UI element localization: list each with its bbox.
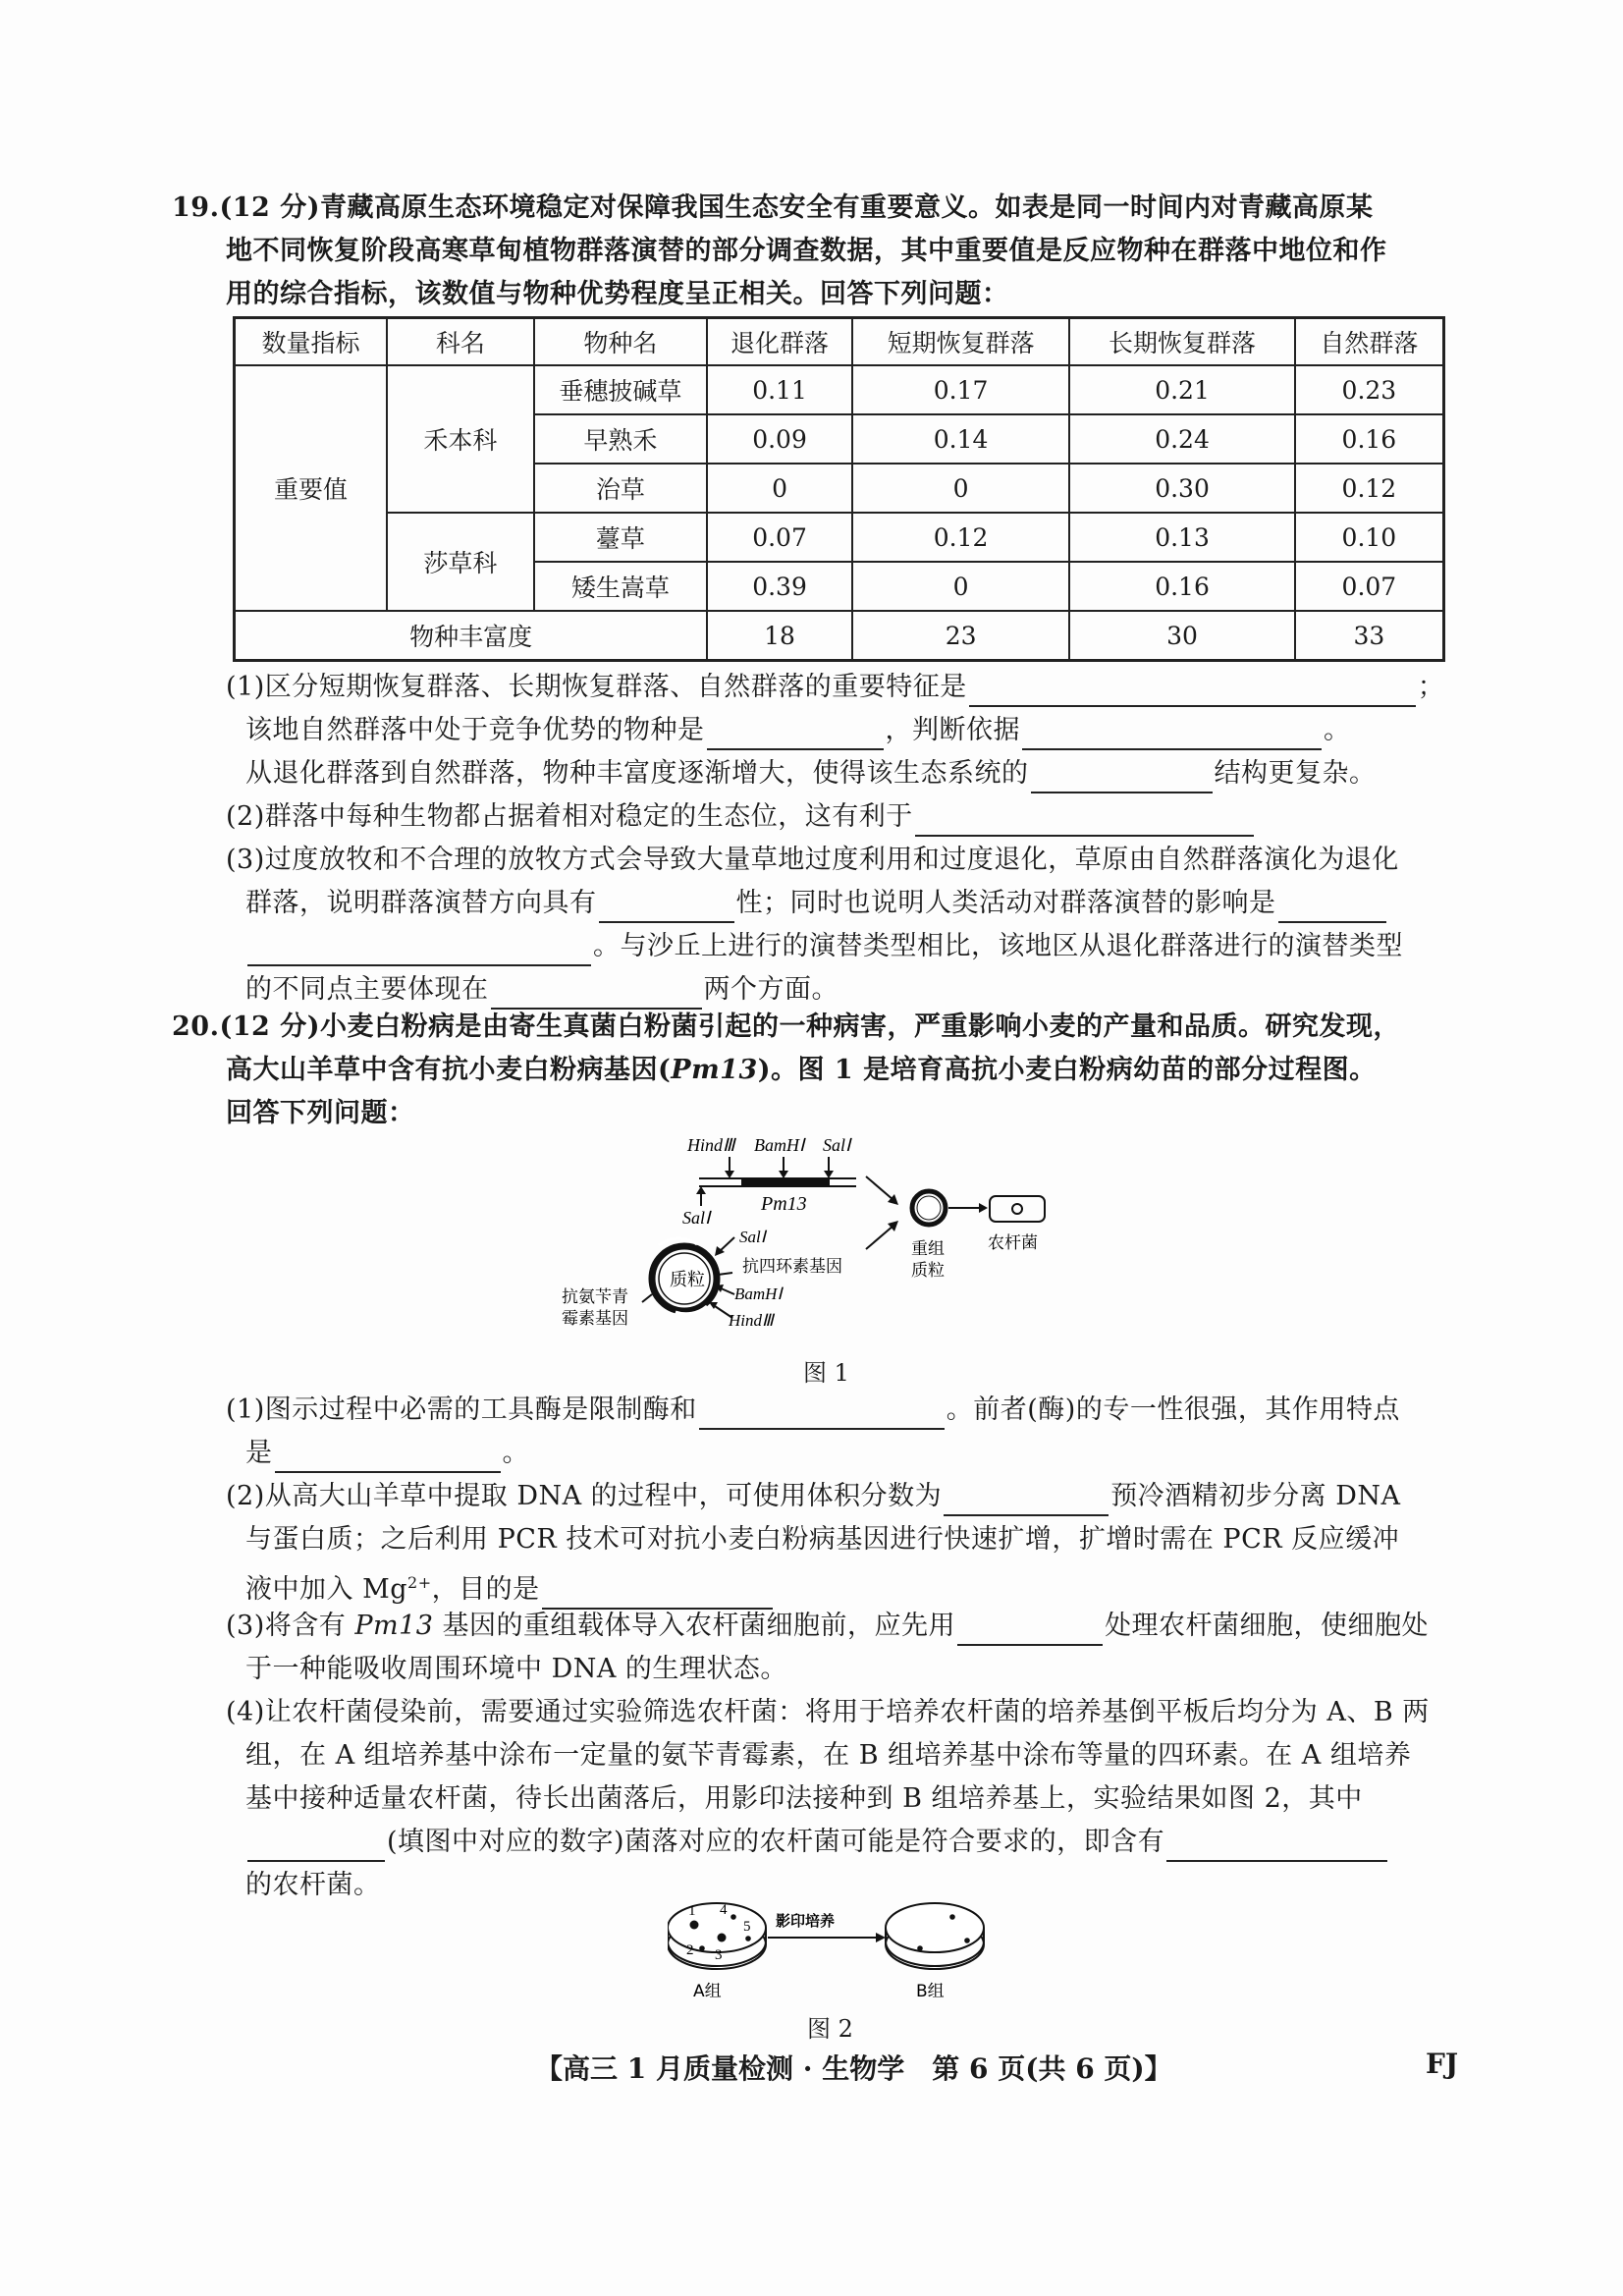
header-degraded: 退化群落 (707, 318, 852, 366)
sali-site-arrow (824, 1157, 834, 1178)
dna-site-label: BamHⅠ (754, 1135, 805, 1155)
plasmid-site-label: BamHⅠ (734, 1285, 783, 1303)
header-short-term: 短期恢复群落 (852, 318, 1069, 366)
table-cell: 0 (852, 464, 1069, 513)
importance-label: 重要值 (235, 365, 388, 611)
answer-blank[interactable] (915, 807, 1254, 837)
colony-number: 5 (743, 1919, 751, 1935)
arrow-dna-to-recombinant (866, 1176, 898, 1205)
figure2-caption: 图 2 (807, 2015, 853, 2043)
answer-blank[interactable] (275, 1444, 501, 1473)
q19-sub2: (2)群落中每种生物都占据着相对稳定的生态位，这有利于 (226, 797, 1256, 837)
arrow-plasmid-to-recombinant (866, 1221, 898, 1249)
table-row (235, 513, 1444, 562)
table-header-row (235, 318, 1444, 366)
answer-blank[interactable] (1166, 1832, 1387, 1862)
answer-blank[interactable] (1022, 721, 1322, 750)
table-cell: 0.10 (1295, 513, 1444, 562)
colony-1 (690, 1921, 699, 1930)
q20-sub2-line1: (2)从高大山羊草中提取 DNA 的过程中，可使用体积分数为 预冷酒精初步分离 DNA (226, 1477, 1401, 1516)
table-cell: 0.07 (1295, 562, 1444, 611)
plate-b-label: B组 (916, 1982, 945, 2001)
q20-sub2-line3: 液中加入 $Mg^{2+}$，目的是 (245, 1563, 775, 1610)
answer-blank[interactable] (699, 1400, 945, 1430)
q20-sub4-line4: (填图中对应的数字)菌落对应的农杆菌可能是符合要求的，即含有 (245, 1823, 1389, 1862)
q20-sub4-line2: 组，在 A 组培养基中涂布一定量的氨苄青霉素，在 B 组培养基中涂布等量的四环素。在 A 组培养 (245, 1740, 1412, 1771)
agrobacterium-icon (990, 1196, 1045, 1222)
q19-number: 19. (172, 192, 220, 223)
plate-b-icon (886, 1903, 984, 1969)
bamhi-site-arrow (779, 1157, 788, 1178)
table-cell: 0.09 (707, 414, 852, 464)
header-family: 科名 (387, 318, 534, 366)
answer-blank[interactable] (1278, 894, 1386, 923)
gene-label: Pm13 (761, 1193, 807, 1215)
table-cell: 0 (852, 562, 1069, 611)
colony-number: 3 (715, 1947, 723, 1963)
colony-number: 1 (688, 1903, 696, 1919)
table-cell: 0.12 (1295, 464, 1444, 513)
replica-label: 影印培养 (776, 1912, 836, 1930)
figure2-diagram (668, 1881, 1001, 2008)
species-name: 矮生嵩草 (534, 562, 708, 611)
table-cell: 0 (707, 464, 852, 513)
richness-row (235, 611, 1444, 661)
dna-site-label: SalⅠ (682, 1208, 711, 1228)
table-cell: 33 (1295, 611, 1444, 661)
answer-blank[interactable] (491, 980, 702, 1010)
answer-blank[interactable] (542, 1580, 773, 1610)
table-cell: 18 (707, 611, 852, 661)
table-cell: 0.30 (1069, 464, 1294, 513)
q19-intro-line1: 19.(12 分)青藏高原生态环境稳定对保障我国生态安全有重要意义。如表是同一时间内对青藏高原某 (172, 192, 1374, 223)
vegetation-table (233, 316, 1445, 662)
q19-sub3-line1: (3)过度放牧和不合理的放牧方式会导致大量草地过度利用和过度退化，草原由自然群落演化为退化 (226, 845, 1399, 875)
plasmid-label: 质粒 (670, 1270, 705, 1290)
q19-points: (12 分) (219, 192, 321, 223)
q20-sub4-line5: 的农杆菌。 (245, 1870, 381, 1900)
richness-label: 物种丰富度 (235, 611, 708, 661)
sali-bottom-arrow (696, 1186, 706, 1206)
figure1-caption: 图 1 (803, 1359, 849, 1387)
header-natural: 自然群落 (1295, 318, 1444, 366)
q20-sub4-line1: (4)让农杆菌侵染前，需要通过实验筛选农杆菌：将用于培养农杆菌的培养基倒平板后均分为 A、B 两 (226, 1697, 1430, 1727)
table-cell: 23 (852, 611, 1069, 661)
plate-a-label: A组 (693, 1982, 722, 2001)
recombinant-label-line1: 重组 (911, 1239, 945, 1259)
answer-blank[interactable] (599, 894, 734, 923)
q20-points: (12 分) (219, 1011, 321, 1042)
dna-fragment (699, 1177, 856, 1187)
species-name: 治草 (534, 464, 708, 513)
table-row (235, 365, 1444, 414)
table-cell: 0.16 (1069, 562, 1294, 611)
amp-gene-label-line1: 抗氨苄青 (562, 1287, 628, 1307)
plasmid-site-label: HindⅢ (729, 1311, 774, 1330)
table-cell: 0.24 (1069, 414, 1294, 464)
answer-blank[interactable] (969, 678, 1416, 707)
table-cell: 0.13 (1069, 513, 1294, 562)
q20-intro-line2: 高大山羊草中含有抗小麦白粉病基因(Pm13)。图 1 是培育高抗小麦白粉病幼苗的部分过程图。 (226, 1055, 1377, 1085)
q20-intro-line1: 20.(12 分)小麦白粉病是由寄生真菌白粉菌引起的一种病害，严重影响小麦的产量和品质。研究发现， (172, 1011, 1401, 1042)
q20-sub4-line3: 基中接种适量农杆菌，待长出菌落后，用影印法接种到 B 组培养基上，实验结果如图 2，其中 (245, 1783, 1363, 1814)
colony-4 (730, 1914, 736, 1920)
header-long-term: 长期恢复群落 (1069, 318, 1294, 366)
header-metric: 数量指标 (235, 318, 388, 366)
species-name: 垂穗披碱草 (534, 365, 708, 414)
plasmid-site-label: SalⅠ (739, 1228, 766, 1246)
region-code: FJ (1426, 2048, 1459, 2080)
q20-intro-line3: 回答下列问题： (226, 1098, 415, 1128)
q19-sub1-line2: 该地自然群落中处于竞争优势的物种是 ，判断依据 。 (245, 711, 1351, 750)
q19-sub3-line2: 群落，说明群落演替方向具有 性；同时也说明人类活动对群落演替的影响是 (245, 884, 1388, 923)
table-cell: 0.07 (707, 513, 852, 562)
species-name: 早熟禾 (534, 414, 708, 464)
q19-intro-line3: 用的综合指标，该数值与物种优势程度呈正相关。回答下列问题： (226, 279, 1009, 309)
figure1-diagram (560, 1129, 1129, 1355)
colony (917, 1945, 923, 1951)
colony-number: 2 (686, 1942, 694, 1958)
dna-site-label: SalⅠ (823, 1135, 851, 1155)
agrobacterium-label: 农杆菌 (988, 1233, 1038, 1253)
colony-2 (699, 1945, 705, 1951)
answer-blank[interactable] (707, 721, 884, 750)
q20-sub1-line1: (1)图示过程中必需的工具酶是限制酶和 。前者(酶)的专一性很强，其作用特点 (226, 1391, 1400, 1430)
header-species: 物种名 (534, 318, 708, 366)
plasmid-sali-arrow (715, 1237, 734, 1256)
amp-gene-label-line2: 霉素基因 (562, 1309, 628, 1329)
species-name: 薹草 (534, 513, 708, 562)
answer-blank[interactable] (1031, 764, 1213, 793)
q20-sub3-line2: 于一种能吸收周围环境中 DNA 的生理状态。 (245, 1654, 787, 1684)
answer-blank[interactable] (957, 1616, 1103, 1646)
dna-site-label: HindⅢ (687, 1135, 735, 1155)
recombinant-label-line2: 质粒 (911, 1261, 945, 1281)
colony (949, 1914, 955, 1920)
page-footer: 【高三 1 月质量检测 · 生物学 第 6 页(共 6 页)】 (535, 2052, 1172, 2085)
table-cell: 0.14 (852, 414, 1069, 464)
table-cell: 0.39 (707, 562, 852, 611)
amp-gene-pointer (642, 1294, 652, 1302)
table-cell: 30 (1069, 611, 1294, 661)
q19-sub1-line3: 从退化群落到自然群落，物种丰富度逐渐增大，使得该生态系统的 结构更复杂。 (245, 754, 1377, 793)
table-cell: 0.16 (1295, 414, 1444, 464)
colony (964, 1938, 970, 1943)
q19-sub3-line3: 。与沙丘上进行的演替类型相比，该地区从退化群落进行的演替类型 (245, 927, 1403, 966)
colony-number: 4 (720, 1902, 728, 1918)
q19-sub3-line4: 的不同点主要体现在 两个方面。 (245, 970, 839, 1010)
q20-sub2-line2: 与蛋白质；之后利用 PCR 技术可对抗小麦白粉病基因进行快速扩增，扩增时需在 PCR 反应缓冲 (245, 1524, 1400, 1555)
q20-number: 20. (172, 1011, 220, 1042)
replica-arrow (768, 1933, 886, 1942)
answer-blank[interactable] (247, 937, 591, 966)
table-cell: 0.17 (852, 365, 1069, 414)
table-cell: 0.12 (852, 513, 1069, 562)
answer-blank[interactable] (247, 1832, 385, 1862)
table-cell: 0.21 (1069, 365, 1294, 414)
recombinant-plasmid-icon (912, 1191, 946, 1225)
hindiii-site-arrow (725, 1157, 734, 1178)
q20-sub3-line1: (3)将含有 Pm13 基因的重组载体导入农杆菌细胞前，应先用 处理农杆菌细胞，使细胞处 (226, 1607, 1429, 1646)
q20-sub1-line2: 是 。 (245, 1434, 529, 1473)
table-cell: 0.23 (1295, 365, 1444, 414)
colony-3 (718, 1934, 727, 1942)
family-name: 莎草科 (387, 513, 534, 611)
answer-blank[interactable] (944, 1487, 1109, 1516)
family-name: 禾本科 (387, 365, 534, 513)
tet-gene-pointer (718, 1273, 732, 1275)
table-cell: 0.11 (707, 365, 852, 414)
q19-intro-line2: 地不同恢复阶段高寒草甸植物群落演替的部分调查数据，其中重要值是反应物种在群落中地位和作 (226, 236, 1387, 266)
q19-sub1-line1: (1)区分短期恢复群落、长期恢复群落、自然群落的重要特征是 ； (226, 668, 1444, 707)
arrow-to-agrobacterium (948, 1203, 988, 1213)
colony-5 (745, 1936, 751, 1941)
tet-gene-label: 抗四环素基因 (742, 1257, 842, 1277)
